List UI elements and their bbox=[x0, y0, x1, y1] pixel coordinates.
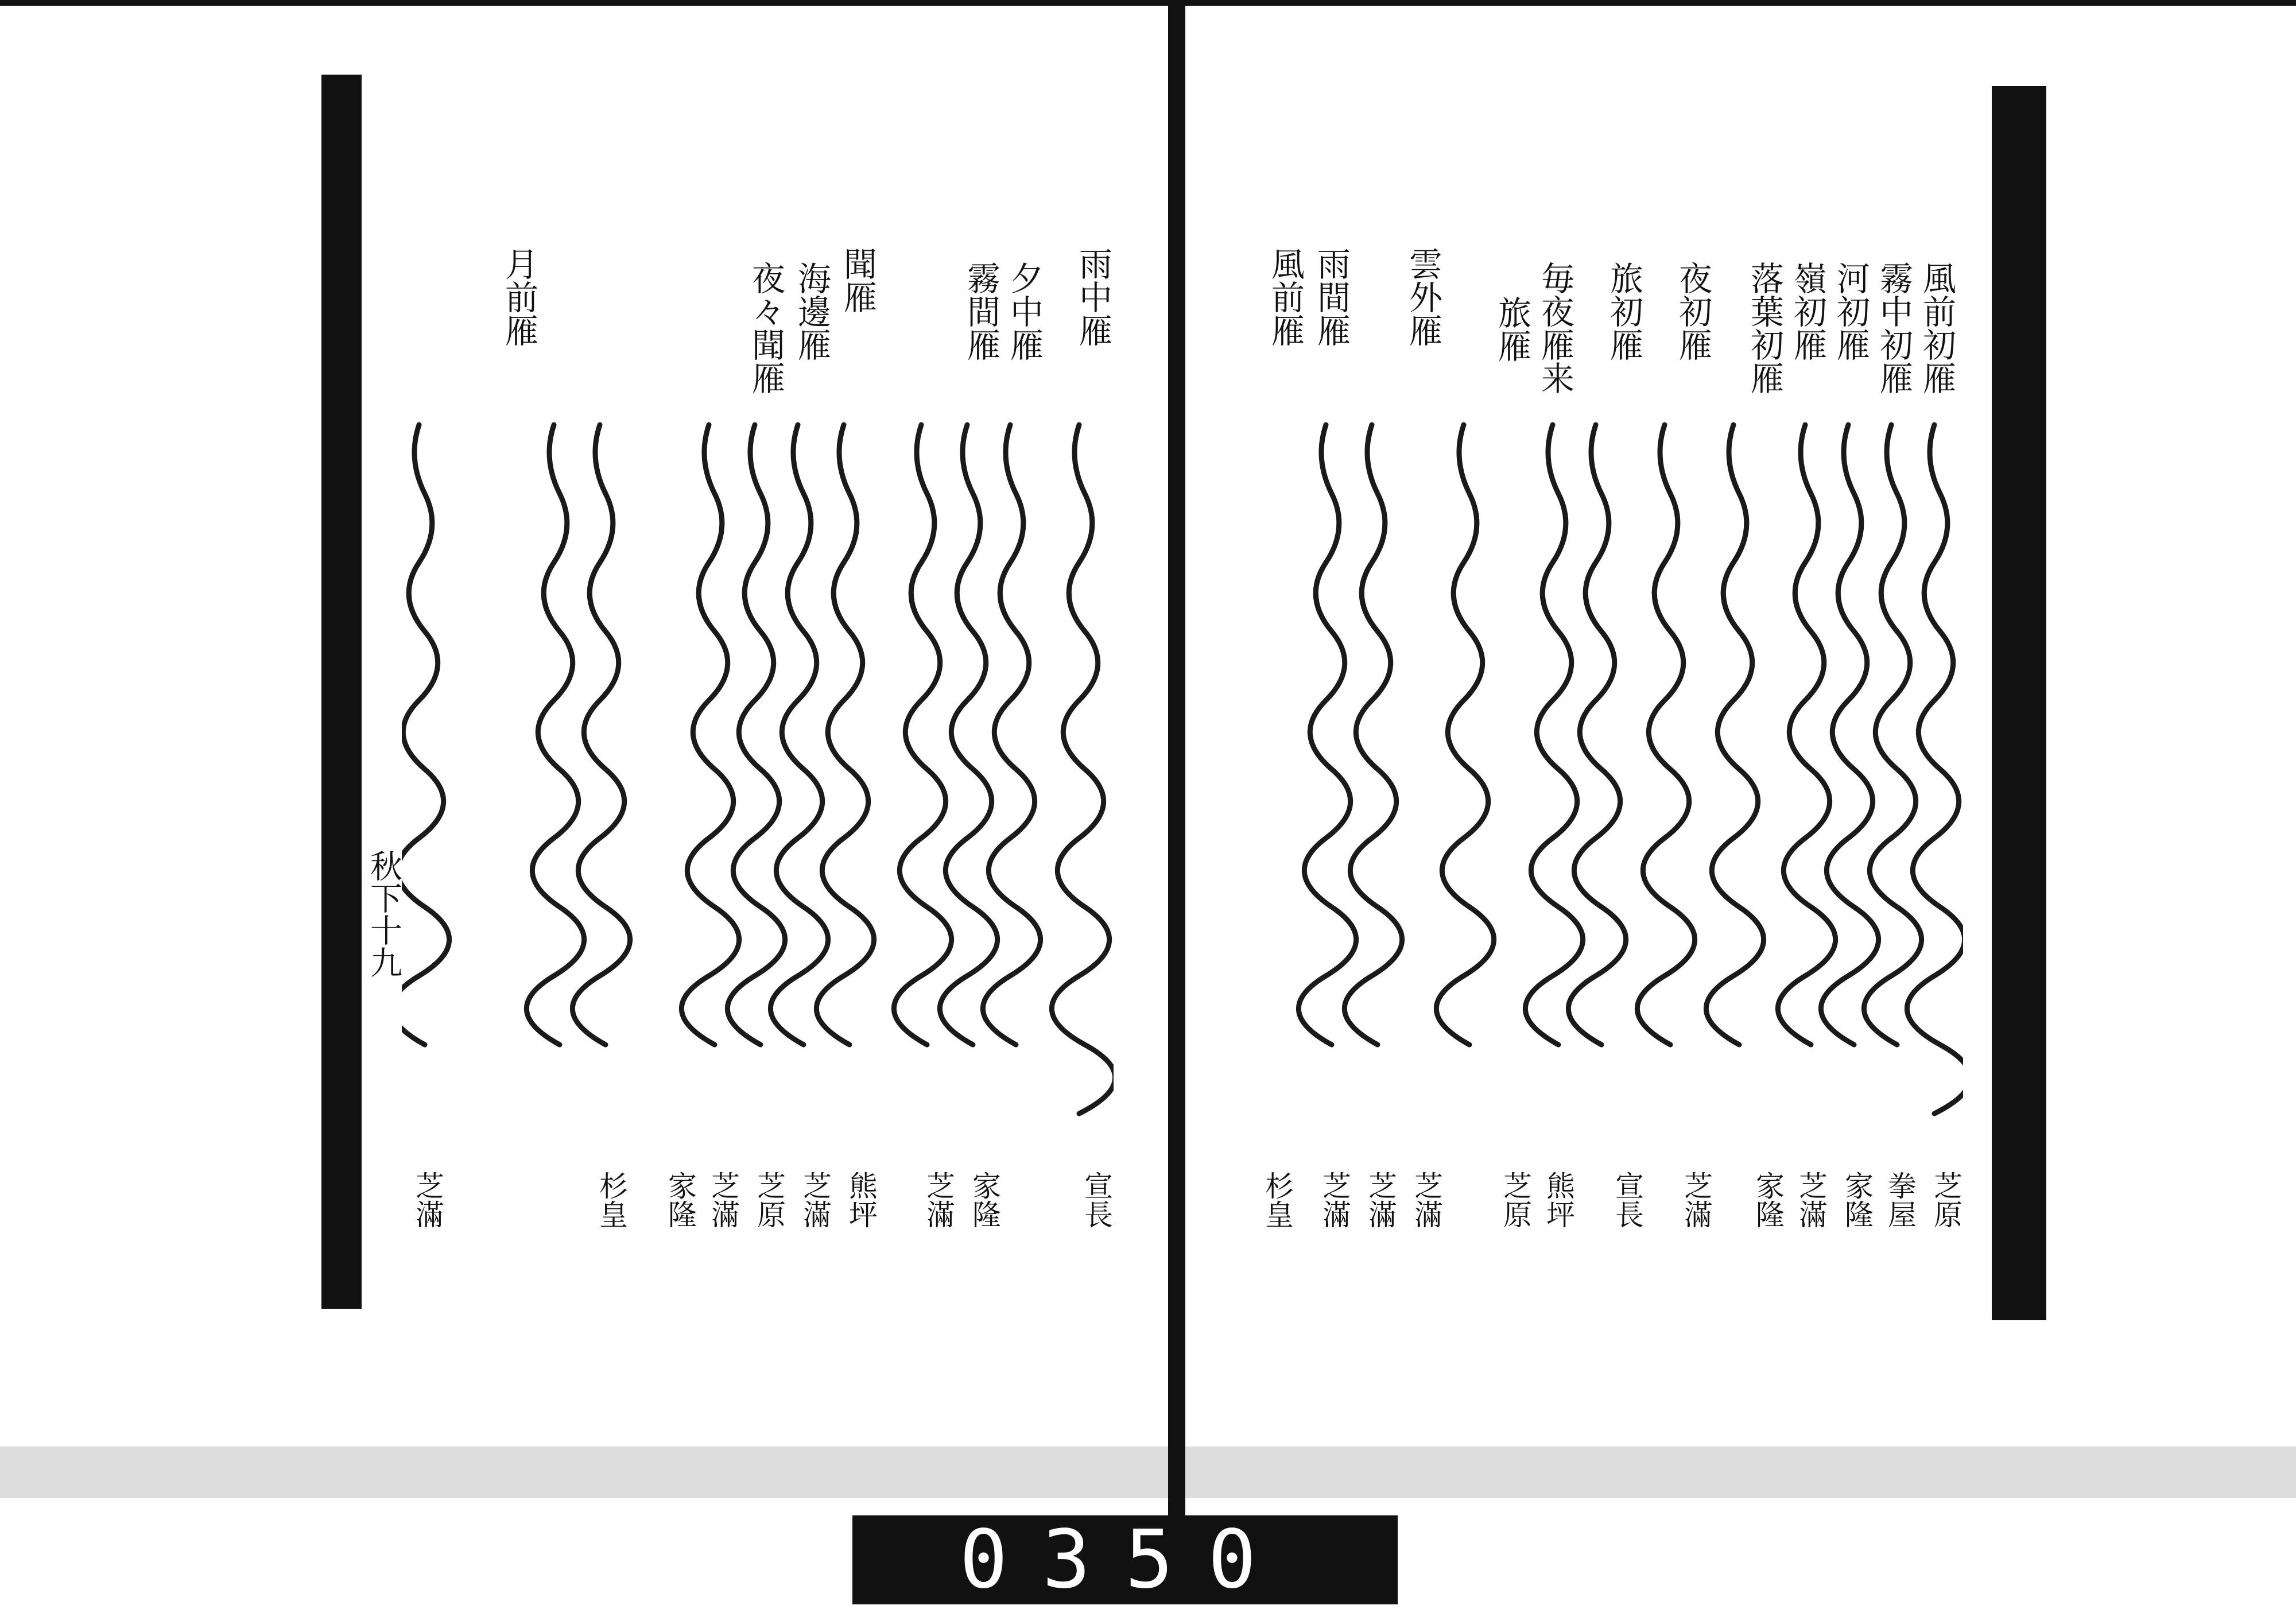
frame-number: 0350 bbox=[852, 1515, 1398, 1604]
right-poet-5: 家隆 bbox=[1751, 1171, 1785, 1228]
left-poet-5: 芝滿 bbox=[798, 1171, 832, 1228]
left-title-4: 聞雁 bbox=[838, 247, 877, 313]
right-title-1: 風前初雁 bbox=[1917, 261, 1956, 394]
poem-line bbox=[1298, 425, 1356, 1045]
poem-line bbox=[1052, 425, 1114, 1114]
left-title-2: 夕中雁 bbox=[1004, 261, 1044, 361]
right-title-3: 河初雁 bbox=[1831, 261, 1870, 361]
right-page-poems bbox=[1251, 402, 1963, 1234]
right-title-5: 落葉初雁 bbox=[1745, 261, 1784, 394]
folio-label: 秋下十九 bbox=[365, 850, 402, 978]
left-poet-7: 芝滿 bbox=[707, 1171, 740, 1228]
left-page-poems bbox=[402, 402, 1114, 1234]
right-poet-4: 芝滿 bbox=[1794, 1171, 1828, 1228]
poem-line bbox=[1907, 425, 1963, 1114]
poem-line bbox=[894, 425, 951, 1045]
right-poet-10: 芝滿 bbox=[1410, 1171, 1443, 1228]
left-title-7: 月前雁 bbox=[499, 247, 538, 347]
left-poet-4: 熊坪 bbox=[844, 1171, 878, 1228]
left-page-edge bbox=[321, 75, 362, 1309]
left-poet-2: 家隆 bbox=[968, 1171, 1001, 1228]
right-poet-1: 芝原 bbox=[1929, 1171, 1963, 1228]
top-edge bbox=[0, 0, 2296, 6]
right-poet-6: 芝滿 bbox=[1680, 1171, 1713, 1228]
left-title-5: 海邊雁 bbox=[792, 261, 831, 361]
left-poet-10: 芝滿 bbox=[411, 1171, 444, 1228]
right-title-4: 嶺初雁 bbox=[1788, 261, 1827, 361]
right-title-11: 雨間雁 bbox=[1312, 247, 1351, 347]
left-poet-9: 杉皇 bbox=[595, 1171, 628, 1228]
poem-line bbox=[1706, 425, 1763, 1045]
right-title-6: 夜初雁 bbox=[1673, 261, 1712, 361]
poem-line bbox=[1436, 425, 1494, 1045]
poem-line bbox=[1637, 425, 1694, 1045]
left-poet-6: 芝原 bbox=[753, 1171, 786, 1228]
right-poet-9: 芝原 bbox=[1499, 1171, 1532, 1228]
right-poet-7: 宣長 bbox=[1611, 1171, 1644, 1228]
right-poet-13: 杉皇 bbox=[1261, 1171, 1294, 1228]
left-title-3: 霧間雁 bbox=[961, 261, 1000, 361]
right-title-10: 雲外雁 bbox=[1403, 247, 1442, 347]
left-title-1: 雨中雁 bbox=[1073, 247, 1112, 347]
left-poet-3: 芝滿 bbox=[922, 1171, 955, 1228]
poem-line bbox=[1778, 425, 1835, 1045]
right-poet-8: 熊坪 bbox=[1542, 1171, 1575, 1228]
poem-line bbox=[402, 425, 449, 1045]
right-title-7: 旅初雁 bbox=[1604, 261, 1643, 361]
right-title-8: 毎夜雁来 bbox=[1535, 261, 1574, 394]
right-poet-12: 芝滿 bbox=[1318, 1171, 1351, 1228]
book-gutter bbox=[1168, 0, 1185, 1521]
poem-line bbox=[1525, 425, 1583, 1045]
right-title-12: 風前雁 bbox=[1266, 247, 1305, 347]
poem-line bbox=[681, 425, 739, 1045]
left-poet-8: 家隆 bbox=[664, 1171, 697, 1228]
right-poet-2: 拳屋 bbox=[1883, 1171, 1917, 1228]
left-poet-1: 宣長 bbox=[1080, 1171, 1113, 1228]
right-poet-3: 家隆 bbox=[1840, 1171, 1874, 1228]
right-page-edge bbox=[1992, 86, 2046, 1320]
right-title-9: 旅雁 bbox=[1492, 296, 1531, 362]
right-poet-11: 芝滿 bbox=[1364, 1171, 1397, 1228]
right-title-2: 霧中初雁 bbox=[1874, 261, 1913, 394]
poem-line bbox=[526, 425, 584, 1045]
bottom-edge-strip bbox=[0, 1447, 2296, 1498]
left-title-6: 夜々聞雁 bbox=[746, 261, 785, 394]
